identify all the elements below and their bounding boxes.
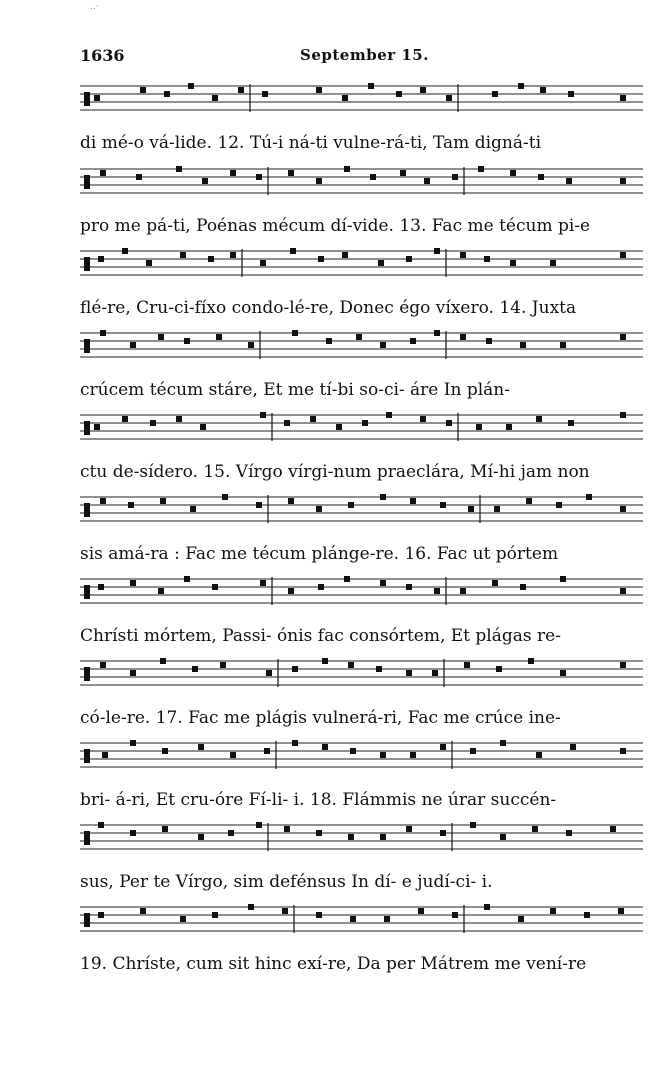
neume-note xyxy=(292,666,298,672)
neume-note xyxy=(460,334,466,340)
neume-note xyxy=(310,416,316,422)
neume-note xyxy=(520,342,526,348)
neume-note xyxy=(620,178,626,184)
chant-system xyxy=(80,655,643,735)
neume-note xyxy=(484,904,490,910)
neume-note xyxy=(432,670,438,676)
neume-note xyxy=(620,588,626,594)
neume-note xyxy=(130,670,136,676)
neume-note xyxy=(452,174,458,180)
neume-note xyxy=(264,748,270,754)
neume-note xyxy=(418,908,424,914)
neume-note xyxy=(410,498,416,504)
neume-note xyxy=(434,330,440,336)
staff xyxy=(80,655,643,695)
neume-note xyxy=(620,334,626,340)
chant-system xyxy=(80,901,643,981)
neume-note xyxy=(510,170,516,176)
neume-note xyxy=(470,748,476,754)
neume-note xyxy=(550,908,556,914)
neume-note xyxy=(288,170,294,176)
neume-note xyxy=(282,908,288,914)
neume-note xyxy=(348,834,354,840)
neume-note xyxy=(326,338,332,344)
staff xyxy=(80,573,643,613)
lyric-line: sis amá-ra : Fac me técum plánge-re. 16. Fac ut pórtem xyxy=(80,544,559,564)
clef-icon xyxy=(84,339,90,353)
neume-note xyxy=(256,174,262,180)
neume-note xyxy=(344,576,350,582)
clef-icon xyxy=(84,503,90,517)
neume-note xyxy=(532,826,538,832)
neume-note xyxy=(238,87,244,93)
lyric-line: flé-re, Cru-ci-fíxo condo-lé-re, Donec égo víxero. 14. Juxta xyxy=(80,298,577,318)
neume-note xyxy=(540,87,546,93)
neume-note xyxy=(316,912,322,918)
neume-note xyxy=(506,424,512,430)
neume-note xyxy=(176,166,182,172)
neume-note xyxy=(620,662,626,668)
neume-note xyxy=(162,748,168,754)
neume-note xyxy=(256,822,262,828)
neume-note xyxy=(538,174,544,180)
neume-note xyxy=(184,576,190,582)
neume-note xyxy=(130,580,136,586)
neume-note xyxy=(248,904,254,910)
staff xyxy=(80,80,643,120)
neume-note xyxy=(130,342,136,348)
neume-note xyxy=(556,502,562,508)
neume-note xyxy=(122,248,128,254)
clef-icon xyxy=(84,92,90,106)
neume-note xyxy=(406,826,412,832)
neume-note xyxy=(316,506,322,512)
neume-note xyxy=(568,91,574,97)
neume-note xyxy=(266,670,272,676)
neume-note xyxy=(424,178,430,184)
neume-note xyxy=(380,752,386,758)
neume-note xyxy=(410,752,416,758)
neume-note xyxy=(202,178,208,184)
neume-note xyxy=(362,420,368,426)
neume-note xyxy=(566,178,572,184)
neume-note xyxy=(316,178,322,184)
neume-note xyxy=(230,252,236,258)
neume-note xyxy=(284,826,290,832)
neume-note xyxy=(440,502,446,508)
neume-note xyxy=(536,416,542,422)
neume-note xyxy=(566,830,572,836)
neume-note xyxy=(584,912,590,918)
neume-note xyxy=(378,260,384,266)
neume-note xyxy=(620,252,626,258)
neume-note xyxy=(494,506,500,512)
neume-note xyxy=(98,256,104,262)
neume-note xyxy=(130,830,136,836)
chant-system xyxy=(80,80,643,160)
neume-note xyxy=(128,502,134,508)
neume-note xyxy=(316,87,322,93)
neume-note xyxy=(192,666,198,672)
neume-note xyxy=(406,256,412,262)
neume-note xyxy=(322,744,328,750)
lyric-line: di mé-o vá-lide. 12. Tú-i ná-ti vulne-rá-ti, Tam digná-ti xyxy=(80,133,542,153)
neume-note xyxy=(570,744,576,750)
neume-note xyxy=(212,95,218,101)
neume-note xyxy=(146,260,152,266)
neume-note xyxy=(384,916,390,922)
neume-note xyxy=(158,588,164,594)
staff xyxy=(80,819,643,859)
neume-note xyxy=(518,83,524,89)
neume-note xyxy=(288,588,294,594)
neume-note xyxy=(220,662,226,668)
neume-note xyxy=(440,744,446,750)
neume-note xyxy=(260,260,266,266)
neume-note xyxy=(560,670,566,676)
neume-note xyxy=(262,91,268,97)
neume-note xyxy=(136,174,142,180)
neume-note xyxy=(440,830,446,836)
neume-note xyxy=(420,87,426,93)
staff xyxy=(80,327,643,367)
neume-note xyxy=(230,170,236,176)
neume-note xyxy=(322,658,328,664)
neume-note xyxy=(348,662,354,668)
chant-system xyxy=(80,491,643,571)
chant-system xyxy=(80,163,643,243)
neume-note xyxy=(492,580,498,586)
chant-system xyxy=(80,573,643,653)
neume-note xyxy=(198,834,204,840)
neume-note xyxy=(350,916,356,922)
neume-note xyxy=(464,662,470,668)
neume-note xyxy=(380,580,386,586)
neume-note xyxy=(248,342,254,348)
lyric-line: 19. Chríste, cum sit hinc exí-re, Da per Mátrem me vení-re xyxy=(80,954,587,974)
neume-note xyxy=(528,658,534,664)
neume-note xyxy=(406,584,412,590)
neume-note xyxy=(460,252,466,258)
neume-note xyxy=(350,748,356,754)
neume-note xyxy=(140,908,146,914)
neume-note xyxy=(492,91,498,97)
neume-note xyxy=(368,83,374,89)
neume-note xyxy=(610,826,616,832)
neume-note xyxy=(318,256,324,262)
lyric-line: ctu de-sídero. 15. Vírgo vírgi-num praeclára, Mí-hi jam non xyxy=(80,462,590,482)
running-title: September 15. xyxy=(300,46,429,64)
neume-note xyxy=(620,95,626,101)
neume-note xyxy=(520,584,526,590)
neume-note xyxy=(292,740,298,746)
neume-note xyxy=(560,576,566,582)
staff xyxy=(80,245,643,285)
neume-note xyxy=(478,166,484,172)
clef-icon xyxy=(84,667,90,681)
staff xyxy=(80,491,643,531)
clef-icon xyxy=(84,831,90,845)
neume-note xyxy=(140,87,146,93)
neume-note xyxy=(102,752,108,758)
clef-icon xyxy=(84,257,90,271)
neume-note xyxy=(510,260,516,266)
neume-note xyxy=(560,342,566,348)
neume-note xyxy=(200,424,206,430)
neume-note xyxy=(94,95,100,101)
neume-note xyxy=(316,830,322,836)
neume-note xyxy=(162,826,168,832)
neume-note xyxy=(446,95,452,101)
neume-note xyxy=(620,506,626,512)
clef-icon xyxy=(84,585,90,599)
chant-system xyxy=(80,327,643,407)
neume-note xyxy=(256,502,262,508)
staff xyxy=(80,163,643,203)
neume-note xyxy=(400,170,406,176)
neume-note xyxy=(434,588,440,594)
clef-icon xyxy=(84,175,90,189)
neume-note xyxy=(476,424,482,430)
neume-note xyxy=(410,338,416,344)
neume-note xyxy=(160,658,166,664)
neume-note xyxy=(618,908,624,914)
neume-note xyxy=(550,260,556,266)
neume-note xyxy=(460,588,466,594)
neume-note xyxy=(500,834,506,840)
neume-note xyxy=(468,506,474,512)
neume-note xyxy=(198,744,204,750)
neume-note xyxy=(98,822,104,828)
neume-note xyxy=(452,912,458,918)
neume-note xyxy=(470,822,476,828)
neume-note xyxy=(356,334,362,340)
neume-note xyxy=(160,498,166,504)
neume-note xyxy=(100,170,106,176)
neume-note xyxy=(344,166,350,172)
neume-note xyxy=(342,252,348,258)
lyric-line: pro me pá-ti, Poénas mécum dí-vide. 13. Fac me técum pi-e xyxy=(80,216,591,236)
neume-note xyxy=(380,494,386,500)
neume-note xyxy=(216,334,222,340)
neume-note xyxy=(228,830,234,836)
neume-note xyxy=(336,424,342,430)
neume-note xyxy=(284,420,290,426)
neume-note xyxy=(212,584,218,590)
neume-note xyxy=(526,498,532,504)
chant-system xyxy=(80,819,643,899)
neume-note xyxy=(94,424,100,430)
neume-note xyxy=(484,256,490,262)
chant-system xyxy=(80,245,643,325)
neume-note xyxy=(486,338,492,344)
neume-note xyxy=(164,91,170,97)
neume-note xyxy=(130,740,136,746)
neume-note xyxy=(292,330,298,336)
staff xyxy=(80,901,643,941)
lyric-line: bri- á-ri, Et cru-óre Fí-li- i. 18. Flámmis ne úrar succén- xyxy=(80,790,557,810)
lyric-line: crúcem técum stáre, Et me tí-bi so-ci- áre In plán- xyxy=(80,380,510,400)
neume-note xyxy=(318,584,324,590)
neume-note xyxy=(290,248,296,254)
neume-note xyxy=(184,338,190,344)
neume-note xyxy=(586,494,592,500)
neume-note xyxy=(212,912,218,918)
chant-system xyxy=(80,737,643,817)
neume-note xyxy=(518,916,524,922)
neume-note xyxy=(396,91,402,97)
neume-note xyxy=(208,256,214,262)
neume-note xyxy=(222,494,228,500)
neume-note xyxy=(100,662,106,668)
staff xyxy=(80,409,643,449)
neume-note xyxy=(342,95,348,101)
neume-note xyxy=(406,670,412,676)
neume-note xyxy=(370,174,376,180)
corner-mark: ..· xyxy=(90,2,99,12)
clef-icon xyxy=(84,749,90,763)
neume-note xyxy=(188,83,194,89)
neume-note xyxy=(446,420,452,426)
neume-note xyxy=(376,666,382,672)
neume-note xyxy=(122,416,128,422)
neume-note xyxy=(158,334,164,340)
neume-note xyxy=(180,252,186,258)
staff xyxy=(80,737,643,777)
lyric-line: Chrísti mórtem, Passi- ónis fac consórtem, Et plágas re- xyxy=(80,626,561,646)
neume-note xyxy=(98,584,104,590)
neume-note xyxy=(98,912,104,918)
neume-note xyxy=(620,748,626,754)
neume-note xyxy=(386,412,392,418)
neume-note xyxy=(620,412,626,418)
clef-icon xyxy=(84,913,90,927)
neume-note xyxy=(100,498,106,504)
chant-system xyxy=(80,409,643,489)
neume-note xyxy=(288,498,294,504)
page-number: 1636 xyxy=(80,46,125,65)
neume-note xyxy=(190,506,196,512)
neume-note xyxy=(434,248,440,254)
neume-note xyxy=(180,916,186,922)
neume-note xyxy=(260,580,266,586)
lyric-line: sus, Per te Vírgo, sim defénsus In dí- e judí-ci- i. xyxy=(80,872,493,892)
neume-note xyxy=(176,416,182,422)
neume-note xyxy=(230,752,236,758)
neume-note xyxy=(420,416,426,422)
neume-note xyxy=(500,740,506,746)
neume-note xyxy=(536,752,542,758)
neume-note xyxy=(380,342,386,348)
lyric-line: có-le-re. 17. Fac me plágis vulnerá-ri, Fac me crúce ine- xyxy=(80,708,561,728)
neume-note xyxy=(348,502,354,508)
neume-note xyxy=(260,412,266,418)
neume-note xyxy=(150,420,156,426)
clef-icon xyxy=(84,421,90,435)
neume-note xyxy=(496,666,502,672)
neume-note xyxy=(100,330,106,336)
neume-note xyxy=(568,420,574,426)
neume-note xyxy=(380,834,386,840)
